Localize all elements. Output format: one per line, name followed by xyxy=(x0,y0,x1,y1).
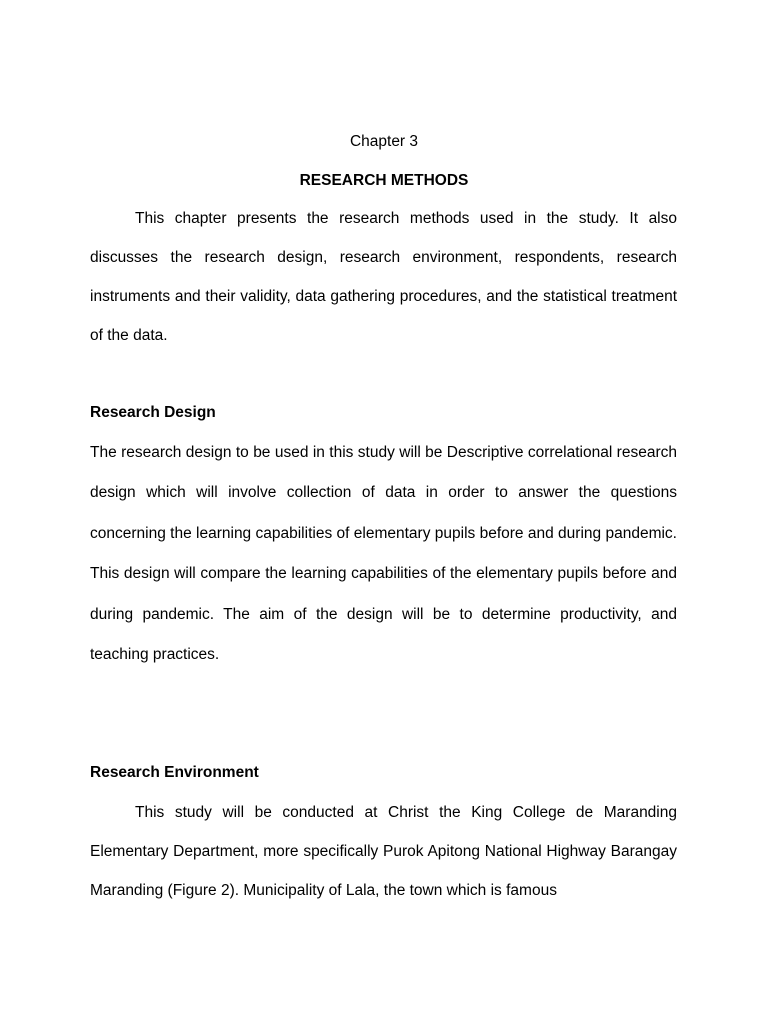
intro-paragraph: This chapter presents the research methods used in the study. It also discusses the research design, research environment, respondents, research instruments and their validity, data gathering procedures, and the statistical treatment of the data. xyxy=(90,210,677,344)
section-body-research-design: The research design to be used in this study will be Descriptive correlational research design which will involve collection of data in order to answer the questions concerning the learning capabilities of elementary pupils before and during pandemic. This design will compare the learning capabilities of the elementary pupils before and during pandemic. The aim of the design will be to determine productivity, and teaching practices. xyxy=(90,444,677,664)
section-body-research-environment: This study will be conducted at Christ the King College de Maranding Elementary Department, more specifically Purok Apitong National Highway Barangay Maranding (Figure 2). Municipality of Lala, the town which is famous xyxy=(90,804,677,899)
chapter-title: RESEARCH METHODS xyxy=(299,172,469,189)
section-heading-research-environment: Research Environment xyxy=(90,764,259,781)
chapter-label: Chapter 3 xyxy=(349,133,419,150)
section-heading-research-design: Research Design xyxy=(90,404,216,421)
